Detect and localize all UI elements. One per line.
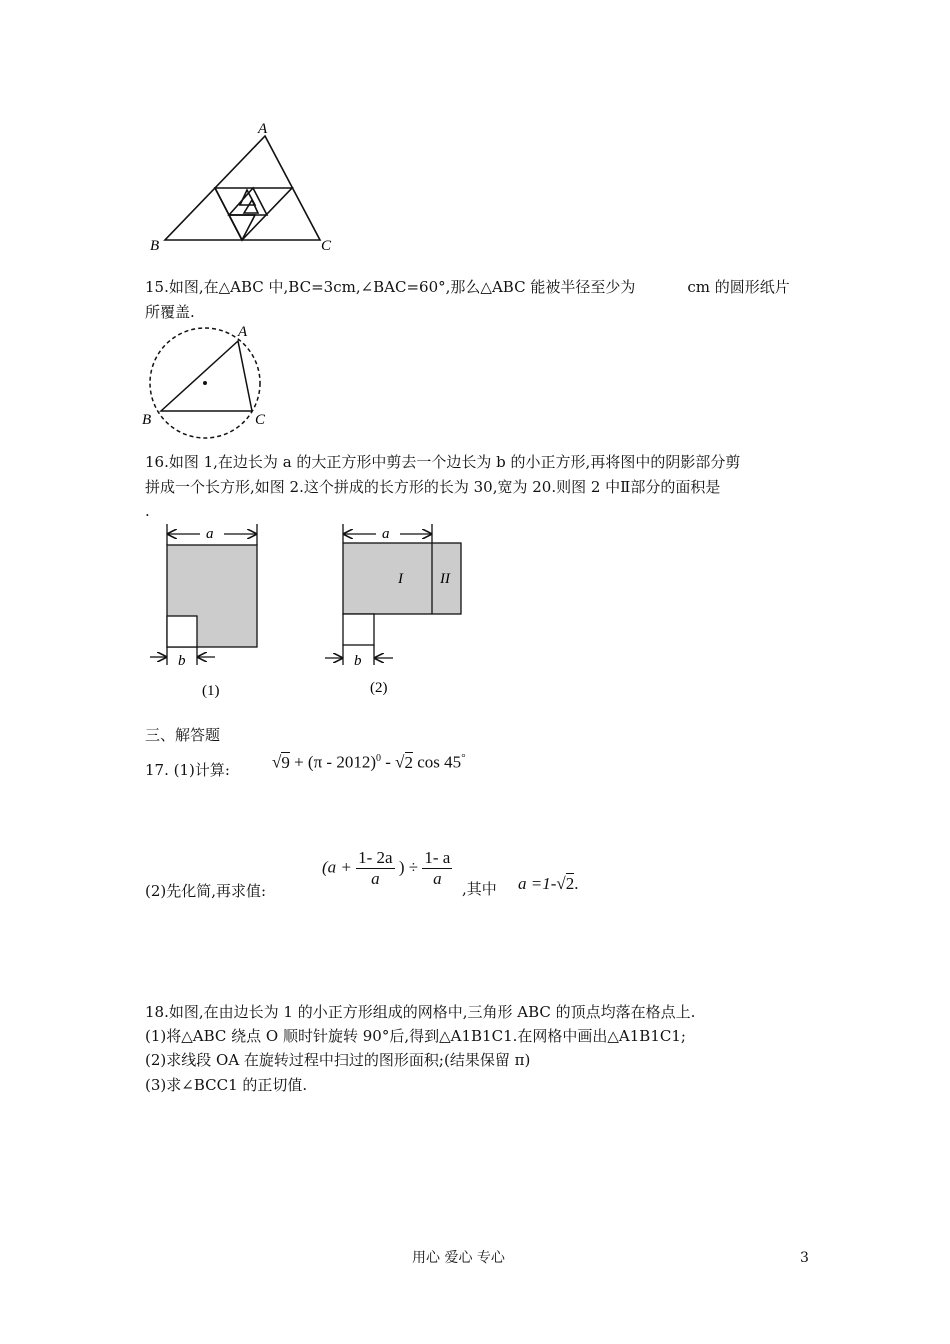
fig2-caption: (2) — [370, 680, 388, 696]
circle-vertex-b: B — [142, 412, 152, 428]
fig1-b-label: b — [178, 653, 186, 669]
fig1-a-label: a — [206, 526, 214, 542]
circle-vertex-a: A — [238, 324, 248, 340]
vertex-a-label: A — [258, 121, 268, 137]
q18-line4: (3)求∠BCC1 的正切值. — [145, 1076, 308, 1094]
footer-slogan: 用心 爱心 专心 — [412, 1250, 505, 1266]
fig2-part1-label: I — [398, 571, 403, 587]
section-title: 三、解答题 — [145, 726, 221, 744]
sqrt-symbol: √ — [556, 874, 566, 893]
q18-line1: 18.如图,在由边长为 1 的小正方形组成的网格中,三角形 ABC 的顶点均落在格点上. — [145, 1003, 696, 1021]
q15-line2: 所覆盖. — [145, 303, 195, 321]
q15-line1: 15.如图,在△ABC 中,BC=3cm,∠BAC=60°,那么△ABC 能被半径至少为 cm 的圆形纸片 — [145, 278, 790, 296]
sqrt-symbol: √ — [395, 752, 405, 772]
q18-line3: (2)求线段 OA 在旋转过程中扫过的图形面积;(结果保留 π) — [145, 1051, 531, 1069]
q17-expression-1: √9 + (π - 2012)$^0$ - √2 cos 45° — [272, 752, 466, 772]
q16-line3: . — [145, 502, 150, 520]
q16-line2: 拼成一个长方形,如图 2.这个拼成的长方形的长为 30,宽为 20.则图 2 中Ⅱ部分的面积是 — [145, 478, 721, 496]
vertex-b-label: B — [150, 238, 160, 254]
nested-triangles-figure — [140, 118, 350, 258]
fig2-part2-label: II — [440, 571, 450, 587]
q17-expression-2: (a + $\frac{1- 2a}{a}$ ) ÷ $\frac{1- a}{a}$ — [322, 848, 451, 888]
circle-vertex-c: C — [255, 412, 266, 428]
fraction-1: $\frac{1- 2a}{a}$ — [358, 848, 393, 888]
q18-line2: (1)将△ABC 绕点 O 顺时针旋转 90°后,得到△A1B1C1.在网格中画出△A1B1C1; — [145, 1027, 686, 1045]
fig2-a-label: a — [382, 526, 390, 542]
q17-where: ,其中 — [462, 880, 497, 898]
sqrt-symbol: √ — [272, 752, 282, 772]
q17-part2-label: (2)先化简,再求值: — [145, 882, 267, 900]
fig1-caption: (1) — [202, 683, 220, 699]
fig2-b-label: b — [354, 653, 362, 669]
fraction-2: $\frac{1- a}{a}$ — [424, 848, 451, 888]
q17-part1-label: 17. (1)计算: — [145, 761, 230, 779]
vertex-c-label: C — [321, 238, 332, 254]
q17-condition: a =1-√2. — [518, 874, 579, 893]
circumscribed-circle-figure — [138, 318, 268, 443]
square-cutout-figures — [145, 520, 475, 705]
page-number: 3 — [800, 1250, 809, 1266]
q16-line1: 16.如图 1,在边长为 a 的大正方形中剪去一个边长为 b 的小正方形,再将图中的阴影部分剪 — [145, 453, 741, 471]
